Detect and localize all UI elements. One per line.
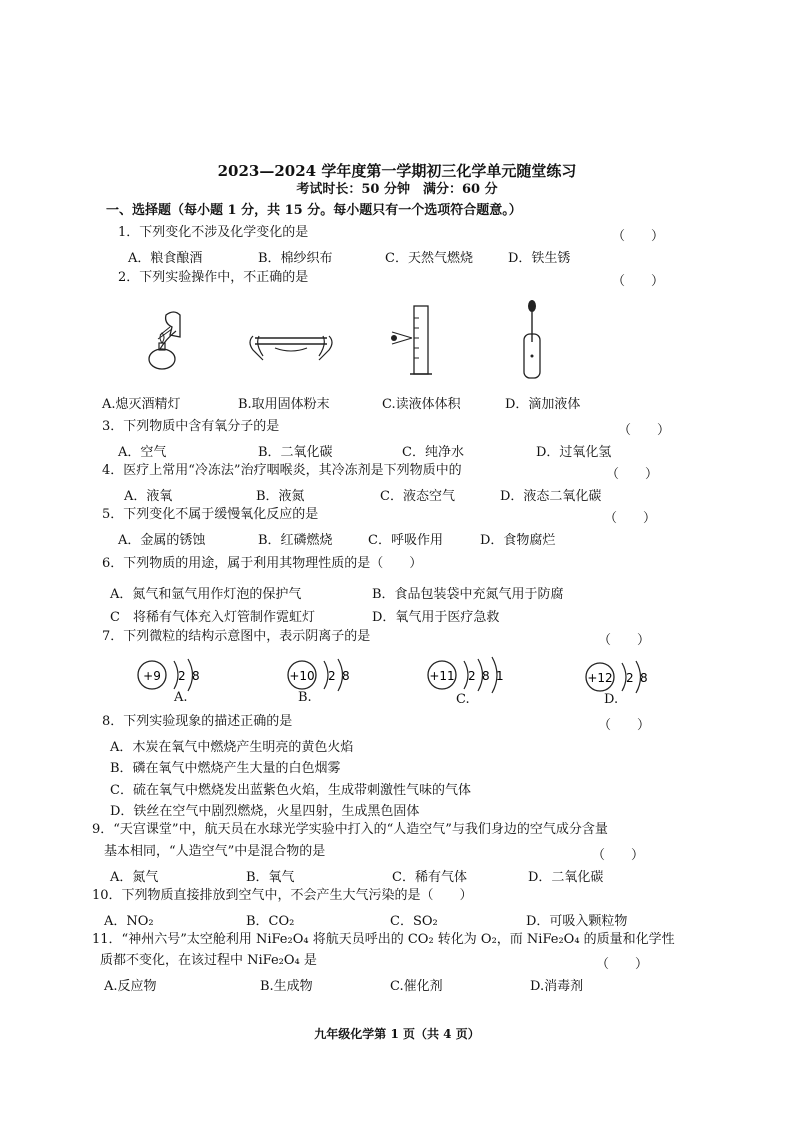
q2-option-b[interactable]: B.取用固体粉末 <box>238 397 330 412</box>
question-5-stem: 5．下列变化不属于缓慢氧化反应的是 <box>102 507 319 522</box>
question-4-stem: 4．医疗上常用“冷冻法”治疗咽喉炎，其冷冻剂是下列物质中的 <box>102 463 462 478</box>
shell-a-1: 2 <box>178 669 186 683</box>
question-11-stem: 11．“神州六号”太空舱利用 NiFe₂O₄ 将航天员呼出的 CO₂ 转化为 O₂，而 NiFe₂O₄ 的质量和化学性 <box>92 932 675 947</box>
q7-option-d[interactable]: D. <box>604 692 619 707</box>
q6-option-c[interactable]: C 将稀有气体充入灯管制作霓虹灯 <box>110 610 315 625</box>
q1-option-a[interactable]: A．粮食酿酒 <box>128 251 203 266</box>
atom-diagram-b <box>280 655 380 695</box>
shell-c-1: 2 <box>468 669 476 683</box>
answer-blank-5[interactable]: （ ） <box>604 511 657 526</box>
answer-blank-4[interactable]: （ ） <box>606 467 659 482</box>
shell-d-2: 8 <box>640 671 648 685</box>
answer-blank-1[interactable]: （ ） <box>612 229 665 244</box>
q6-option-b[interactable]: B．食品包装袋中充氮气用于防腐 <box>372 587 564 602</box>
q6-option-a[interactable]: A．氮气和氩气用作灯泡的保护气 <box>110 587 302 602</box>
q11-option-d[interactable]: D.消毒剂 <box>530 979 584 994</box>
shell-b-2: 8 <box>342 669 350 683</box>
q6-option-d[interactable]: D．氧气用于医疗急救 <box>372 610 500 625</box>
exam-info: 考试时长：50 分钟 满分：60 分 <box>296 182 498 197</box>
graduated-cylinder-figure <box>388 298 448 380</box>
q5-option-c[interactable]: C．呼吸作用 <box>368 533 443 548</box>
question-2-stem: 2．下列实验操作中，不正确的是 <box>118 270 309 285</box>
atom-diagram-c <box>420 653 530 697</box>
shell-d-1: 2 <box>626 671 634 685</box>
q1-option-c[interactable]: C．天然气燃烧 <box>385 251 473 266</box>
q1-option-b[interactable]: B．棉纱织布 <box>258 251 333 266</box>
shell-a-2: 8 <box>192 669 200 683</box>
question-9-stem-continued: 基本相同，“人造空气”中是混合物的是 <box>104 844 326 859</box>
q5-option-b[interactable]: B．红磷燃烧 <box>258 533 333 548</box>
q8-option-c[interactable]: C．硫在氧气中燃烧发出蓝紫色火焰，生成带刺激性气味的气体 <box>110 783 471 798</box>
question-10-stem: 10．下列物质直接排放到空气中，不会产生大气污染的是（ ） <box>92 888 473 903</box>
question-3-stem: 3．下列物质中含有氧分子的是 <box>102 419 280 434</box>
answer-blank-9[interactable]: （ ） <box>592 848 645 863</box>
q3-option-a[interactable]: A．空气 <box>118 445 167 460</box>
q8-option-b[interactable]: B．磷在氧气中燃烧产生大量的白色烟雾 <box>110 761 341 776</box>
question-1-stem: 1．下列变化不涉及化学变化的是 <box>118 225 309 240</box>
alcohol-lamp-blow-figure <box>140 305 204 375</box>
question-6-stem: 6．下列物质的用途，属于利用其物理性质的是（ ） <box>102 556 423 571</box>
q2-option-c[interactable]: C.读液体体积 <box>382 397 461 412</box>
q4-option-b[interactable]: B．液氮 <box>256 489 305 504</box>
q1-option-d[interactable]: D．铁生锈 <box>508 251 571 266</box>
atom-diagram-a <box>130 655 230 695</box>
answer-blank-2[interactable]: （ ） <box>612 274 665 289</box>
shell-c-2: 8 <box>482 669 490 683</box>
nucleus-charge-b: +10 <box>289 669 315 683</box>
q10-option-b[interactable]: B．CO₂ <box>246 914 295 929</box>
answer-blank-7[interactable]: （ ） <box>598 633 651 648</box>
page-title: 2023—2024 学年度第一学期初三化学单元随堂练习 <box>217 162 577 180</box>
shell-c-3: 1 <box>496 669 504 683</box>
q5-option-a[interactable]: A．金属的锈蚀 <box>118 533 206 548</box>
q3-option-c[interactable]: C．纯净水 <box>402 445 464 460</box>
answer-blank-8[interactable]: （ ） <box>598 718 651 733</box>
q8-option-d[interactable]: D．铁丝在空气中剧烈燃烧，火星四射，生成黑色固体 <box>110 804 420 819</box>
q4-option-c[interactable]: C．液态空气 <box>380 489 455 504</box>
q7-option-c[interactable]: C. <box>456 692 470 707</box>
q11-option-b[interactable]: B.生成物 <box>260 979 313 994</box>
q10-option-a[interactable]: A．NO₂ <box>104 914 154 929</box>
question-7-stem: 7．下列微粒的结构示意图中，表示阴离子的是 <box>102 629 371 644</box>
q8-option-a[interactable]: A．木炭在氧气中燃烧产生明亮的黄色火焰 <box>110 740 354 755</box>
q9-option-b[interactable]: B．氧气 <box>246 870 295 885</box>
q9-option-c[interactable]: C．稀有气体 <box>392 870 467 885</box>
section-heading: 一、选择题（每小题 1 分，共 15 分。每小题只有一个选项符合题意。） <box>106 203 522 218</box>
q5-option-d[interactable]: D．食物腐烂 <box>480 533 556 548</box>
nucleus-charge-a: +9 <box>143 669 161 683</box>
page-footer: 九年级化学第 1 页（共 4 页） <box>314 1027 480 1041</box>
answer-blank-3[interactable]: （ ） <box>618 423 671 438</box>
answer-blank-11[interactable]: （ ） <box>596 957 649 972</box>
q4-option-a[interactable]: A．液氧 <box>124 489 173 504</box>
q2-option-d[interactable]: D．滴加液体 <box>505 397 581 412</box>
q11-option-c[interactable]: C.催化剂 <box>390 979 443 994</box>
q9-option-a[interactable]: A．氮气 <box>110 870 159 885</box>
q7-option-a[interactable]: A. <box>174 690 188 705</box>
q10-option-c[interactable]: C．SO₂ <box>390 914 438 929</box>
q7-option-b[interactable]: B. <box>298 690 312 705</box>
q11-option-a[interactable]: A.反应物 <box>104 979 157 994</box>
q9-option-d[interactable]: D．二氧化碳 <box>528 870 604 885</box>
dropper-figure <box>512 298 552 382</box>
q3-option-b[interactable]: B．二氧化碳 <box>258 445 333 460</box>
question-8-stem: 8．下列实验现象的描述正确的是 <box>102 714 293 729</box>
q10-option-d[interactable]: D．可吸入颗粒物 <box>526 914 628 929</box>
shell-b-1: 2 <box>328 669 336 683</box>
atom-diagram-d <box>578 657 678 697</box>
question-11-stem-continued: 质都不变化，在该过程中 NiFe₂O₄ 是 <box>100 953 317 968</box>
question-9-stem: 9．“天宫课堂”中，航天员在水球光学实验中打入的“人造空气”与我们身边的空气成分含量 <box>92 822 608 837</box>
nucleus-charge-c: +11 <box>429 669 455 683</box>
nucleus-charge-d: +12 <box>587 671 613 685</box>
powder-transfer-figure <box>245 318 335 364</box>
q2-option-a[interactable]: A.熄灭酒精灯 <box>102 397 181 412</box>
q4-option-d[interactable]: D．液态二氧化碳 <box>500 489 602 504</box>
q3-option-d[interactable]: D．过氧化氢 <box>536 445 612 460</box>
